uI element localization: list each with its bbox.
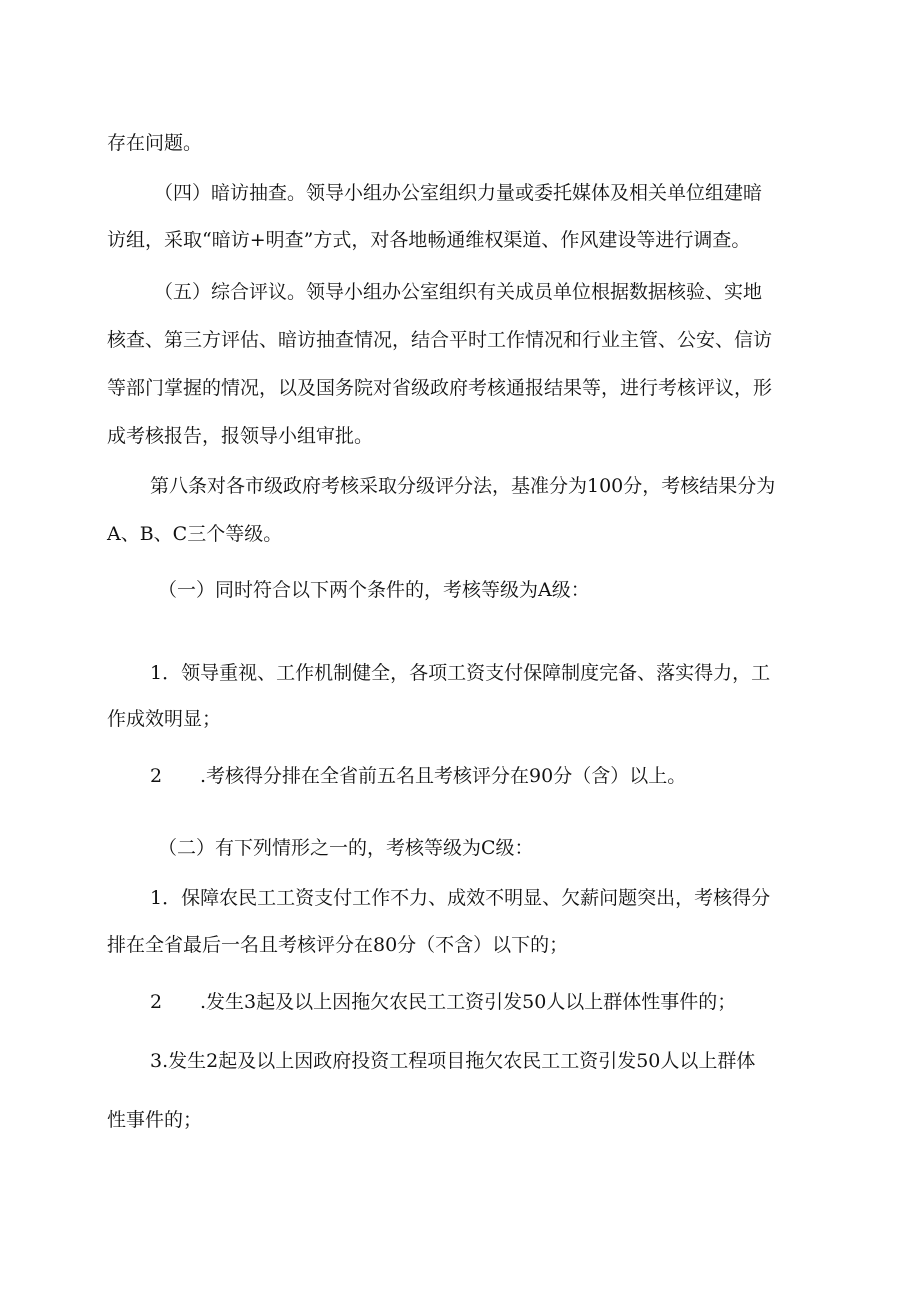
text-line-18: 3.发生2起及以上因政府投资工程项目拖欠农民工工资引发50人以上群体 xyxy=(150,1050,756,1072)
text-line-7: 成考核报告，报领导小组审批。 xyxy=(107,425,374,447)
text-line-1: 存在问题。 xyxy=(107,132,203,154)
item-number: 2 xyxy=(150,991,163,1013)
text-line-5: 核查、第三方评估、暗访抽查情况，结合平时工作情况和行业主管、公安、信访 xyxy=(107,329,773,351)
item-text: .考核得分排在全省前五名且考核评分在90分（含）以上。 xyxy=(200,765,687,787)
item-number: 2 xyxy=(150,765,163,787)
text-line-2: （四）暗访抽查。领导小组办公室组织力量或委托媒体及相关单位组建暗 xyxy=(154,182,763,204)
text-line-3: 访组，采取“暗访+明查”方式，对各地畅通维权渠道、作风建设等进行调查。 xyxy=(107,229,751,251)
text-line-8: 第八条对各市级政府考核采取分级评分法，基准分为100分，考核结果分为 xyxy=(150,475,776,497)
text-line-10: （一）同时符合以下两个条件的，考核等级为A级： xyxy=(158,579,590,601)
text-line-17 xyxy=(150,990,736,1014)
text-line-6: 等部门掌握的情况，以及国务院对省级政府考核通报结果等，进行考核评议，形 xyxy=(107,377,773,399)
text-line-13 xyxy=(150,764,686,788)
text-line-12: 作成效明显； xyxy=(107,708,222,730)
text-line-9: A、B、C三个等级。 xyxy=(107,523,283,545)
text-line-15: 1．保障农民工工资支付工作不力、成效不明显、欠薪问题突出，考核得分 xyxy=(150,887,771,909)
text-line-14: （二）有下列情形之一的，考核等级为C级： xyxy=(158,837,534,859)
text-line-16: 排在全省最后一名且考核评分在80分（不含）以下的； xyxy=(107,934,569,956)
text-line-4: （五）综合评议。领导小组办公室组织有关成员单位根据数据核验、实地 xyxy=(154,281,763,303)
text-line-19: 性事件的； xyxy=(107,1109,203,1131)
item-text: .发生3起及以上因拖欠农民工工资引发50人以上群体性事件的； xyxy=(200,991,737,1013)
text-line-11: 1．领导重视、工作机制健全，各项工资支付保障制度完备、落实得力，工 xyxy=(150,662,771,684)
